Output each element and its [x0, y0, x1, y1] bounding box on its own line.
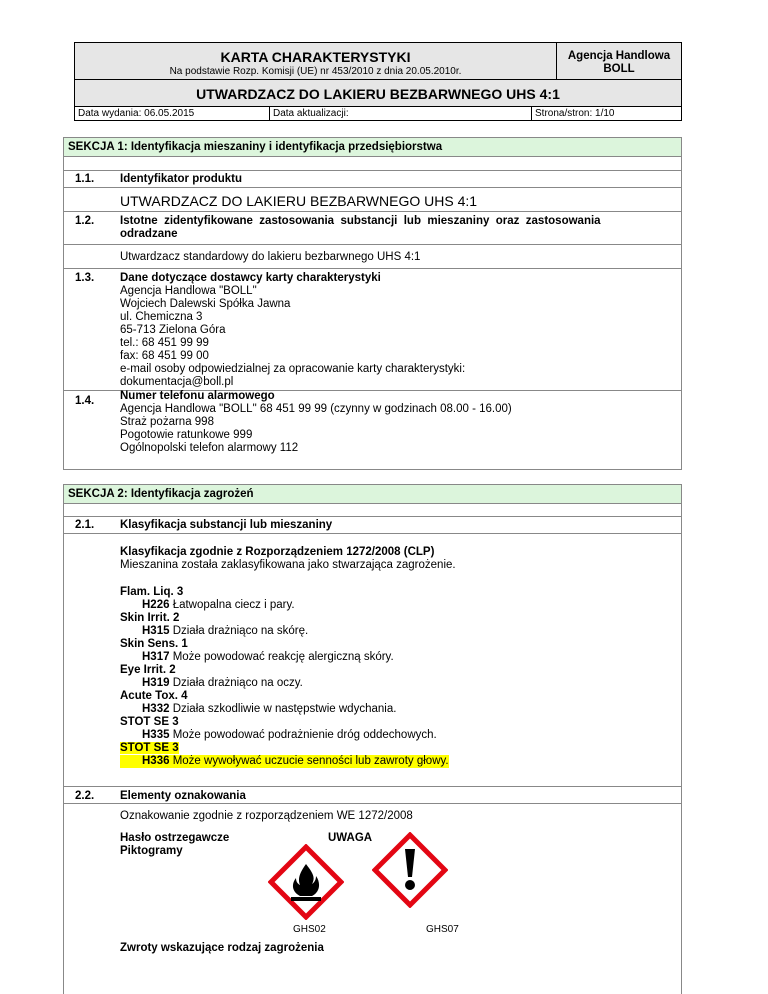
pictograms-label: Piktogramy	[120, 845, 183, 857]
s21-number: 2.1.	[75, 519, 95, 531]
page-number: Strona/stron: 1/10	[535, 108, 615, 119]
section1-title: SEKCJA 1: Identyfikacja mieszaniny i identyfikacja przedsiębiorstwa	[68, 141, 443, 153]
s14-title: Numer telefonu alarmowego	[120, 390, 275, 402]
product-header: UTWARDZACZ DO LAKIERU BEZBARWNEGO UHS 4:1	[196, 86, 560, 102]
row-1-2-bottom-line	[63, 244, 682, 245]
company-line2: BOLL	[603, 63, 635, 75]
hazard-class: Skin Irrit. 2	[120, 612, 180, 624]
s21-title: Klasyfikacja substancji lub mieszaniny	[120, 519, 333, 531]
s13-title: Dane dotyczące dostawcy karty charakterystyki	[120, 272, 381, 284]
row-1-1-top-line	[63, 170, 682, 171]
row-1-1-bottom-line	[63, 187, 682, 188]
hazard-class: Skin Sens. 1	[120, 638, 188, 650]
s12-title-line2: odradzane	[120, 228, 178, 240]
document-title: KARTA CHARAKTERYSTYKI	[220, 49, 411, 65]
signal-word-label: Hasło ostrzegawcze	[120, 832, 230, 844]
document-subtitle: Na podstawie Rozp. Komisji (UE) nr 453/2010 z dnia 20.05.2010r.	[169, 66, 462, 77]
row-2-1-top-line	[63, 516, 682, 517]
hazard-class: Eye Irrit. 2	[120, 664, 176, 676]
clp-text: Mieszanina została zaklasyfikowana jako stwarzająca zagrożenie.	[120, 559, 456, 571]
h-code: H335	[142, 729, 170, 741]
supplier-line: Agencja Handlowa "BOLL"	[120, 285, 257, 297]
section2-frame-left	[63, 484, 64, 994]
s12-number: 1.2.	[75, 215, 95, 227]
emergency-line: Ogólnopolski telefon alarmowy 112	[120, 442, 299, 454]
h-code: H315	[142, 625, 170, 637]
product-name: UTWARDZACZ DO LAKIERU BEZBARWNEGO UHS 4:1	[120, 193, 478, 209]
h-statement: Może powodować podrażnienie dróg oddechowych.	[169, 729, 437, 741]
h-statement: Może wywoływać uczucie senności lub zawroty głowy.	[169, 755, 449, 767]
hazard-class-highlighted: STOT SE 3	[120, 742, 179, 754]
s11-number: 1.1.	[75, 173, 95, 185]
h-code: H226	[142, 599, 170, 611]
update-date: Data aktualizacji:	[273, 108, 349, 119]
classification-list	[120, 586, 449, 768]
supplier-line: tel.: 68 451 99 99	[120, 337, 209, 349]
signal-word-value: UWAGA	[328, 832, 373, 844]
s22-text: Oznakowanie zgodnie z rozporządzeniem WE 1272/2008	[120, 810, 413, 822]
s14-number: 1.4.	[75, 395, 95, 407]
s12-text: Utwardzacz standardowy do lakieru bezbarwnego UHS 4:1	[120, 251, 421, 263]
h-statement: Działa szkodliwie w następstwie wdychania.	[169, 703, 397, 715]
hazard-statements-label: Zwroty wskazujące rodzaj zagrożenia	[120, 942, 324, 954]
ghs02-label: GHS02	[293, 924, 326, 935]
supplier-line: 65-713 Zielona Góra	[120, 324, 226, 336]
h-code: H317	[142, 651, 170, 663]
s13-number: 1.3.	[75, 272, 95, 284]
h-code: H319	[142, 677, 170, 689]
supplier-details	[120, 285, 465, 389]
supplier-line: fax: 68 451 99 00	[120, 350, 209, 362]
h-code: H332	[142, 703, 170, 715]
issue-date: Data wydania: 06.05.2015	[78, 108, 195, 119]
hazard-class: Acute Tox. 4	[120, 690, 188, 702]
supplier-line: ul. Chemiczna 3	[120, 311, 203, 323]
hazard-class: STOT SE 3	[120, 716, 179, 728]
h-code: H336	[142, 755, 170, 767]
ghs07-exclamation-icon	[372, 832, 448, 908]
row-2-2-top-line	[63, 786, 682, 787]
row-1-2-top-line	[63, 211, 682, 212]
section2-frame-right	[681, 484, 682, 994]
emergency-line: Pogotowie ratunkowe 999	[120, 429, 253, 441]
h-statement: Łatwopalna ciecz i pary.	[169, 599, 295, 611]
s22-title: Elementy oznakowania	[120, 790, 246, 802]
emergency-phones	[120, 403, 512, 455]
row-2-1-bottom-line	[63, 533, 682, 534]
company-line1: Agencja Handlowa	[567, 50, 671, 62]
section2-title: SEKCJA 2: Identyfikacja zagrożeń	[68, 488, 254, 500]
hazard-class: Flam. Liq. 3	[120, 586, 184, 598]
row-1-3-top-line	[63, 268, 682, 269]
h-statement: Działa drażniąco na skórę.	[169, 625, 309, 637]
row-2-2-bottom-line	[63, 803, 682, 804]
s11-title: Identyfikator produktu	[120, 173, 243, 185]
h-statement: Działa drażniąco na oczy.	[169, 677, 303, 689]
s12-title-line1: Istotne zidentyfikowane zastosowania substancji lub mieszaniny oraz zastosowania	[120, 215, 601, 227]
supplier-line: e-mail osoby odpowiedzialnej za opracowanie karty charakterystyki:	[120, 363, 466, 375]
emergency-line: Agencja Handlowa "BOLL" 68 451 99 99 (czynny w godzinach 08.00 - 16.00)	[120, 403, 512, 415]
s22-number: 2.2.	[75, 790, 95, 802]
supplier-line: Wojciech Dalewski Spółka Jawna	[120, 298, 291, 310]
supplier-email[interactable]: dokumentacja@boll.pl	[120, 376, 234, 388]
clp-title: Klasyfikacja zgodnie z Rozporządzeniem 1272/2008 (CLP)	[120, 546, 435, 558]
emergency-line: Straż pożarna 998	[120, 416, 214, 428]
ghs07-label: GHS07	[426, 924, 459, 935]
h-statement: Może powodować reakcję alergiczną skóry.	[169, 651, 394, 663]
ghs02-flame-icon	[268, 844, 344, 920]
